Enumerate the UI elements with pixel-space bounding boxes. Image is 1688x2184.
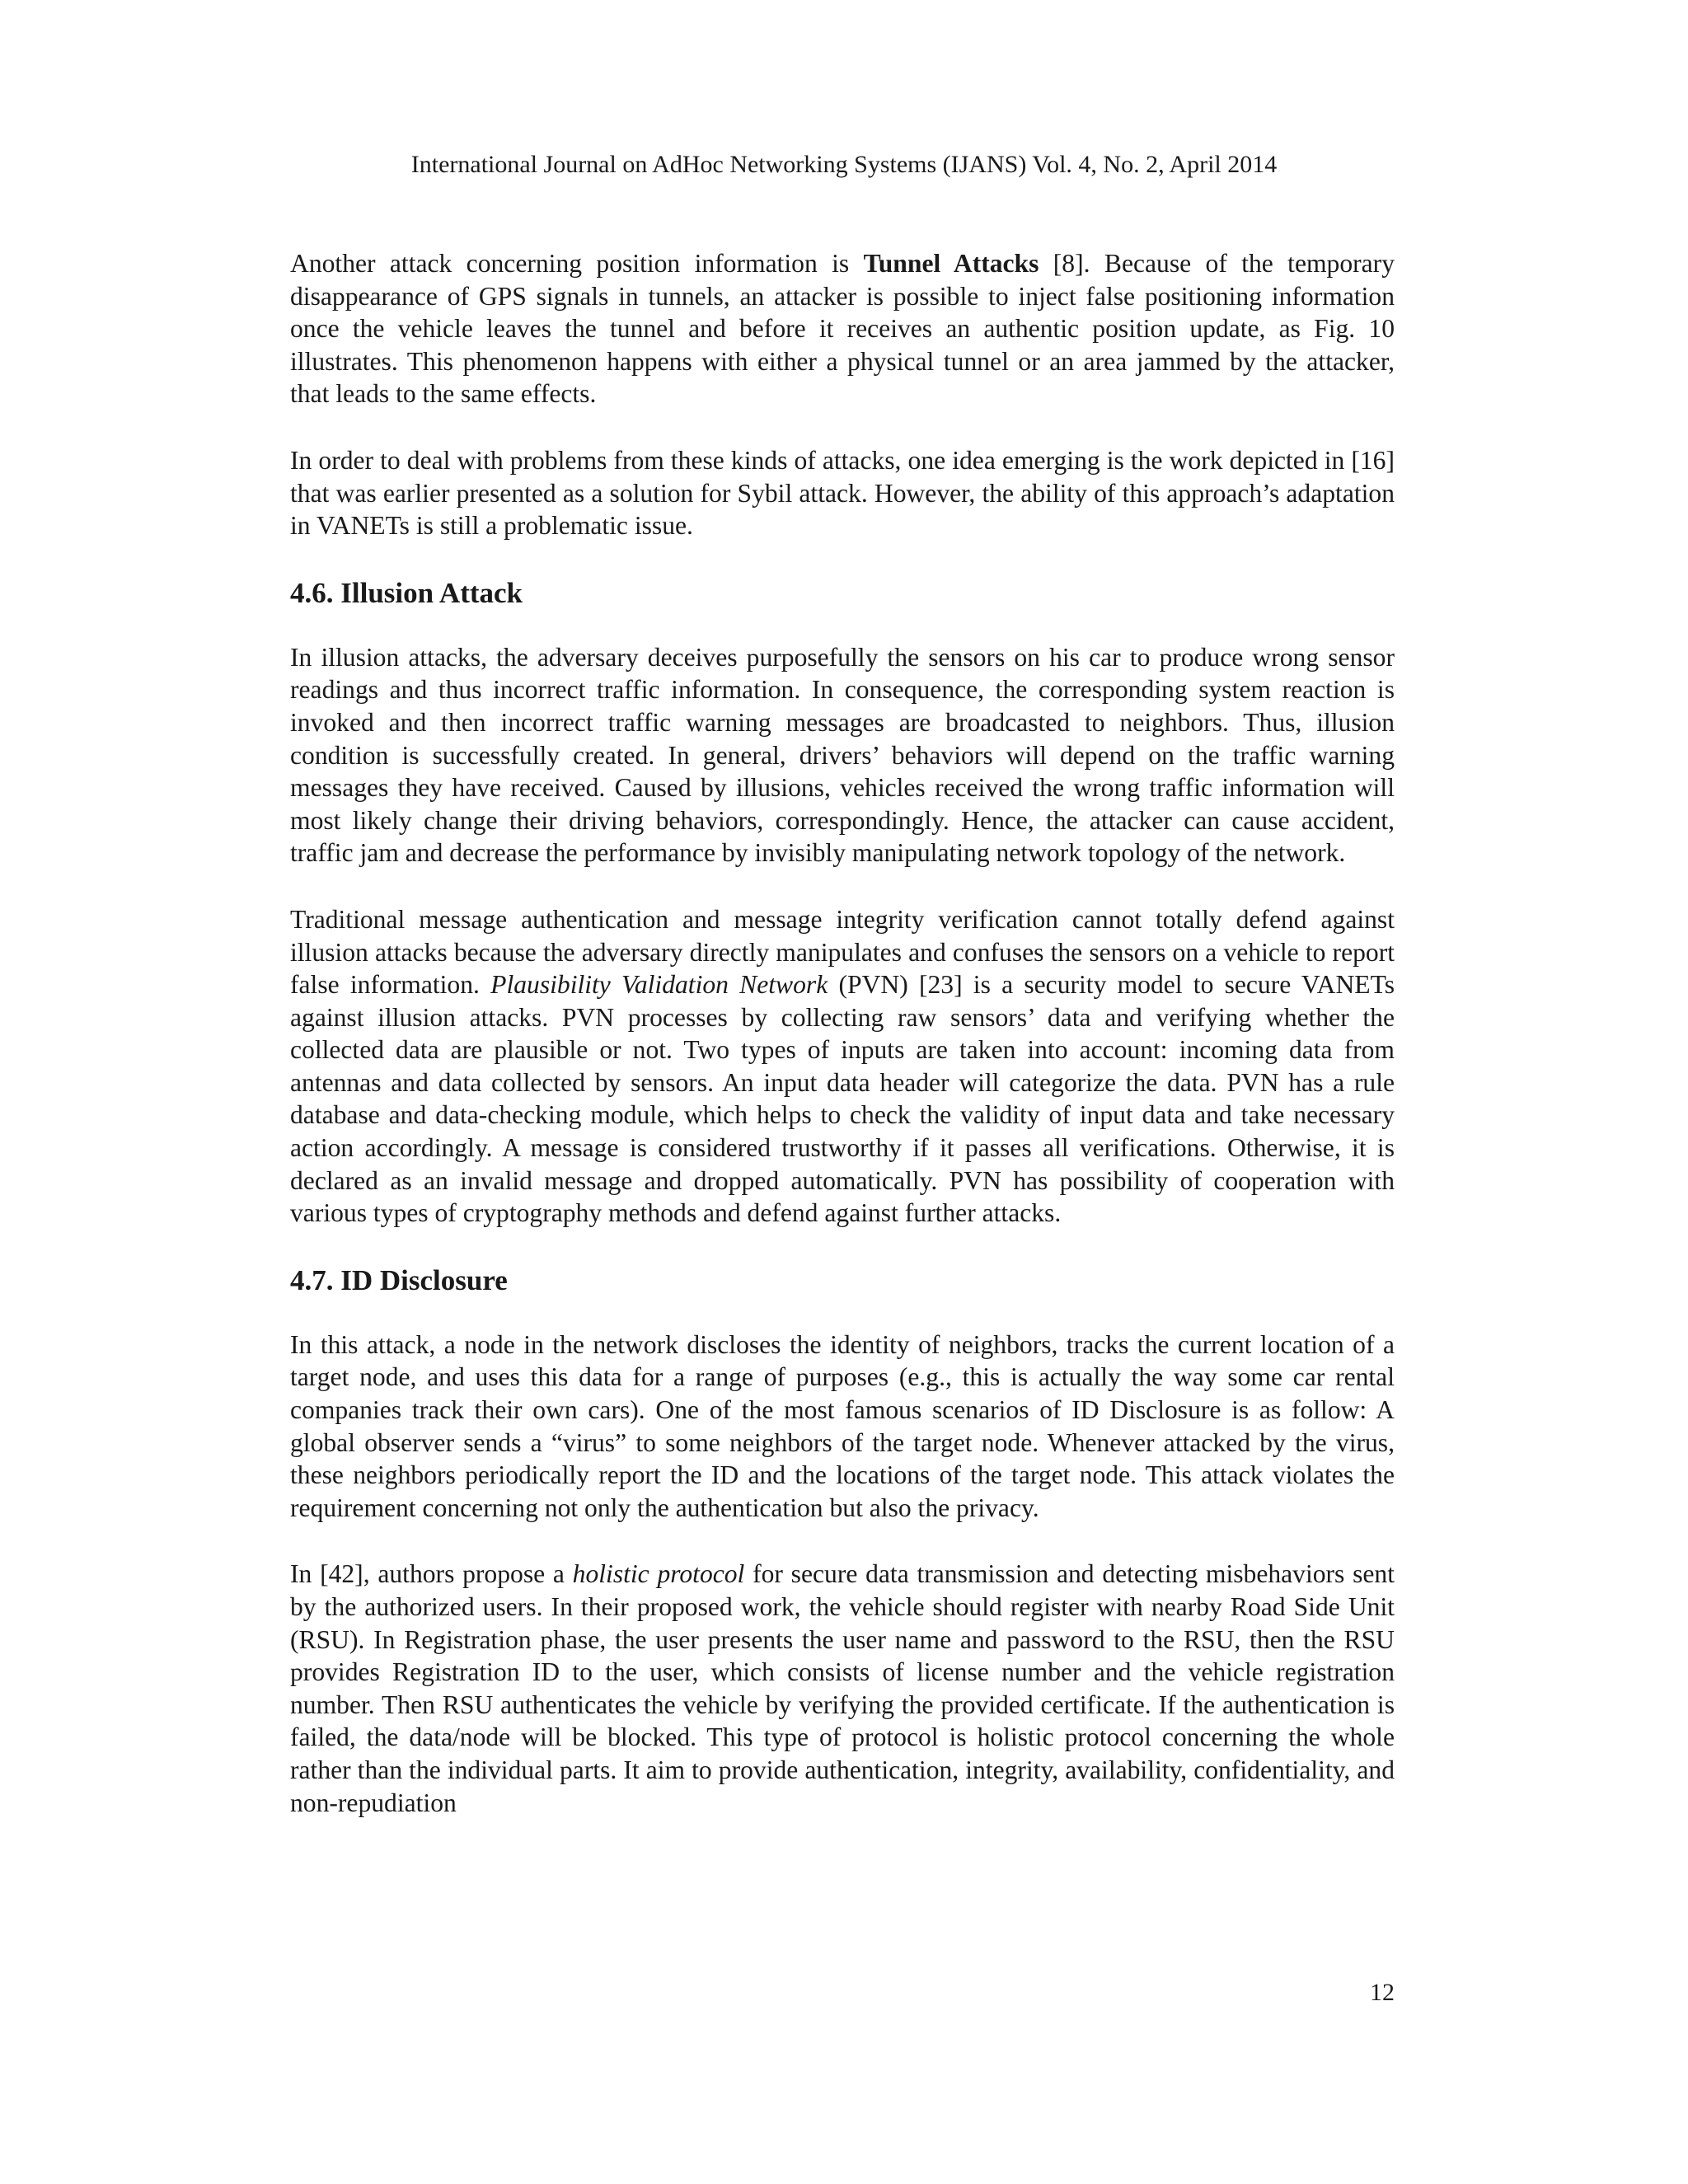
paragraph-text: Traditional message authentication and message integrity verification cannot totally defend against illusion attacks because the adversary directly manipulates and confuses the sensors on a vehicle to report false information.	[290, 904, 1395, 1000]
body-text	[290, 247, 1395, 1853]
running-header: International Journal on AdHoc Networking Systems (IJANS) Vol. 4, No. 2, April 2014	[410, 151, 1278, 178]
bold-term: Tunnel Attacks	[863, 249, 1039, 278]
section-heading-id-disclosure: 4.7. ID Disclosure	[290, 1263, 508, 1296]
italic-term: Plausibility Validation Network	[490, 970, 828, 1000]
paragraph-text: Another attack concerning position information is	[290, 249, 864, 278]
italic-term: holistic protocol	[572, 1559, 745, 1589]
paragraph-text: (PVN) [23] is a security model to secure VANETs against illusion attacks. PVN processes by collecting raw sensors’ data and verifying whether the collected data are plausible or not. Two types of inputs are taken into account: incoming data from antennas and data collected by sensors. An input data header will categorize the data. PVN has a rule database and data-checking module, which helps to check the validity of input data and take necessary action accordingly. A message is considered trustworthy if it passes all verifications. Otherwise, it is declared as an invalid message and dropped automatically. PVN has possibility of cooperation with various types of cryptography methods and defend against further attacks.	[290, 970, 1395, 1228]
section-heading-illusion-attack: 4.6. Illusion Attack	[290, 576, 523, 609]
paragraph-text: for secure data transmission and detecting misbehaviors sent by the authorized users. In their proposed work, the vehicle should register with nearby Road Side Unit (RSU). In Registration phase, the user presents the user name and password to the RSU, then the RSU provides Registration ID to the user, which consists of license number and the vehicle registration number. Then RSU authenticates the vehicle by verifying the provided certificate. If the authentication is failed, the data/node will be blocked. This type of protocol is holistic protocol concerning the whole rather than the individual parts. It aim to provide authentication, integrity, availability, confidentiality, and non-repudiation	[290, 1559, 1395, 1817]
paragraph-holistic-protocol	[290, 1558, 1395, 1819]
paragraph-text: [8]. Because of the temporary disappearance of GPS signals in tunnels, an attacker is possible to inject false positioning information once the vehicle leaves the tunnel and before it receives an authentic position update, as Fig. 10 illustrates. This phenomenon happens with either a physical tunnel or an area jammed by the attacker, that leads to the same effects.	[290, 249, 1395, 409]
paragraph-text: In [42], authors propose a	[290, 1559, 573, 1589]
paragraph-pvn	[290, 903, 1395, 1230]
paragraph-id-disclosure: In this attack, a node in the network discloses the identity of neighbors, tracks the current location of a target node, and uses this data for a range of purposes (e.g., this is actually the way some car rental companies track their own cars). One of the most famous scenarios of ID Disclosure is as follow: A global observer sends a “virus” to some neighbors of the target node. Whenever attacked by the virus, these neighbors periodically report the ID and the locations of the target node. This attack violates the requirement concerning not only the authentication but also the privacy.	[290, 1329, 1395, 1522]
paragraph-illusion-description: In illusion attacks, the adversary deceives purposefully the sensors on his car to produce wrong sensor readings and thus incorrect traffic information. In consequence, the corresponding system reaction is invoked and then incorrect traffic warning messages are broadcasted to neighbors. Thus, illusion condition is successfully created. In general, drivers’ behaviors will depend on the traffic warning messages they have received. Caused by illusions, vehicles received the wrong traffic information will most likely change their driving behaviors, correspondingly. Hence, the attacker can cause accident, traffic jam and decrease the performance by invisibly manipulating network topology of the network.	[290, 642, 1395, 868]
paragraph-tunnel-attacks	[290, 247, 1395, 410]
paragraph-sybil-solution: In order to deal with problems from these kinds of attacks, one idea emerging is the work depicted in [16] that was earlier presented as a solution for Sybil attack. However, the ability of this approach’s adaptation in VANETs is still a problematic issue.	[290, 445, 1395, 541]
page-number: 12	[1370, 1979, 1395, 2006]
